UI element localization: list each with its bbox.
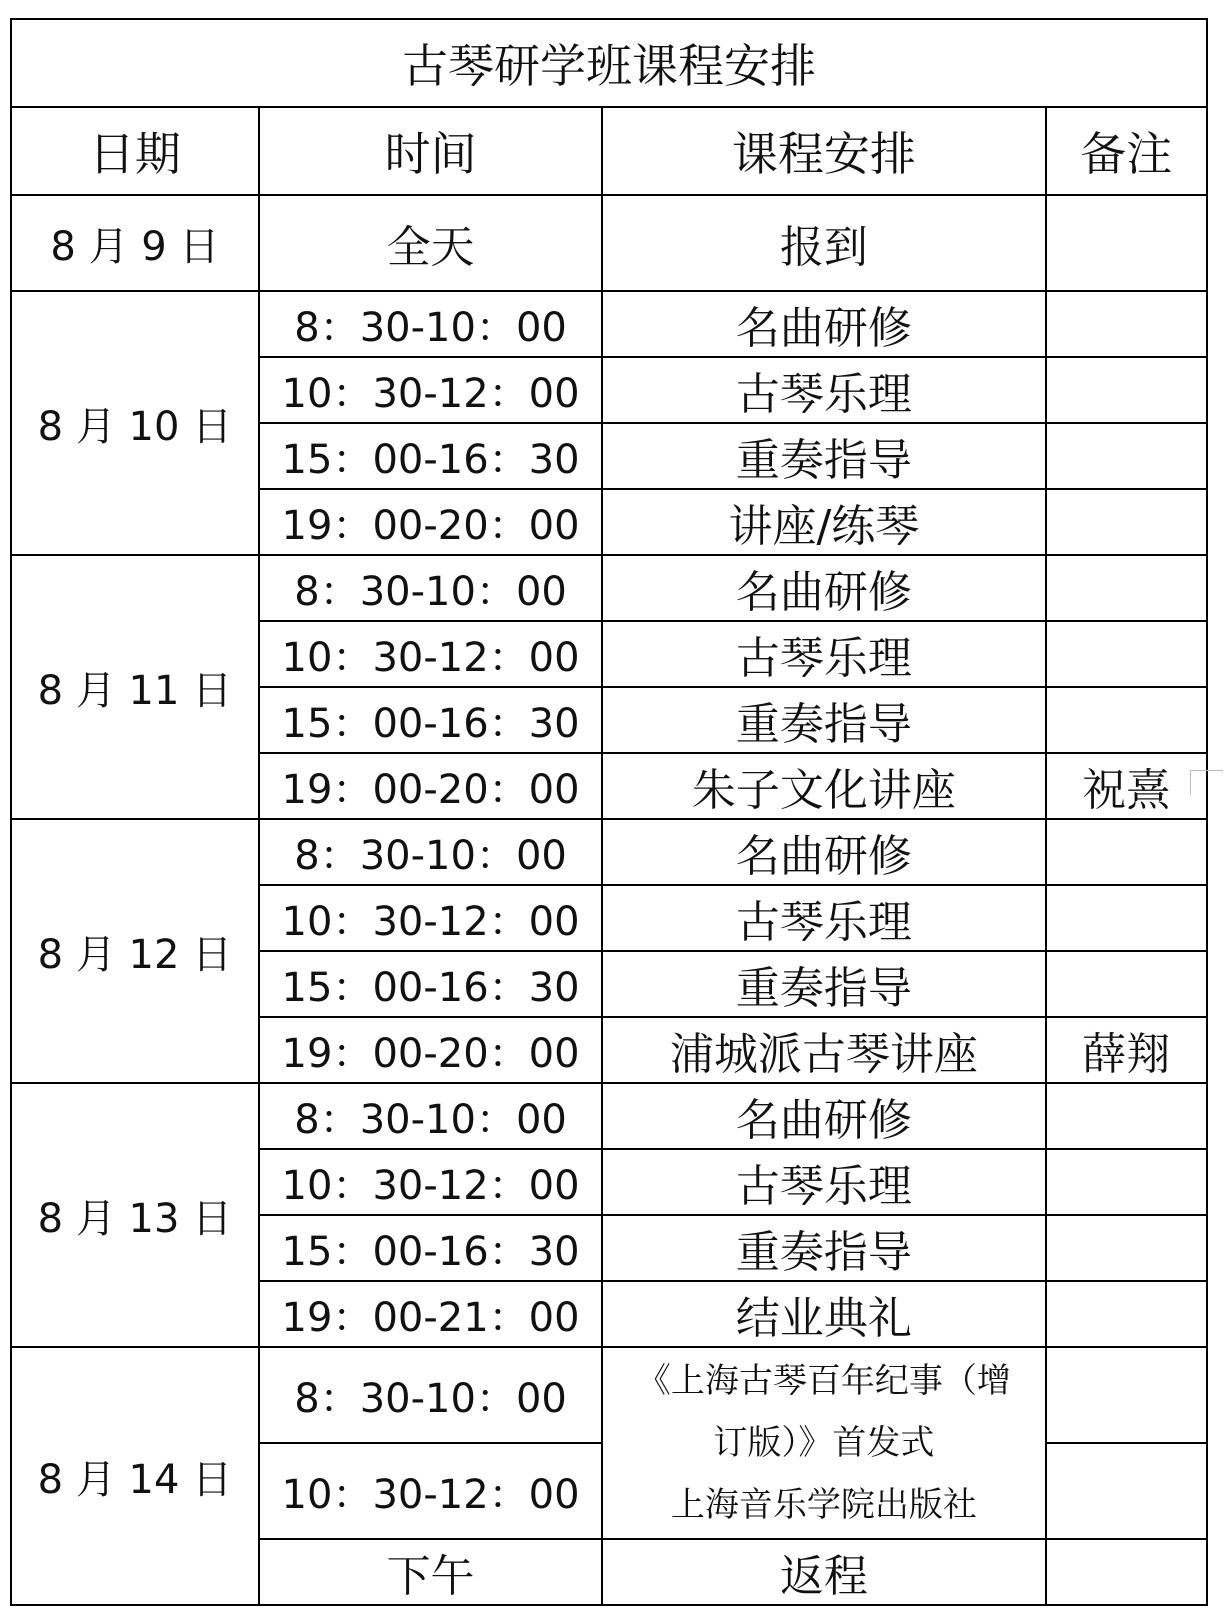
course-cell: 结业典礼: [602, 1281, 1045, 1347]
book-launch-line-3: 上海音乐学院出版社: [670, 1485, 977, 1525]
time-cell: 10：30-12：00: [259, 885, 602, 951]
course-cell: 名曲研修: [602, 291, 1045, 357]
date-cell: 8 月 12 日: [11, 819, 259, 1083]
date-cell: 8 月 11 日: [11, 555, 259, 819]
table-title: 古琴研学班课程安排: [11, 19, 1207, 107]
note-cell: [1046, 291, 1207, 357]
time-cell: 15：00-16：30: [259, 423, 602, 489]
table-row: [11, 819, 1207, 885]
time-cell: 15：00-16：30: [259, 951, 602, 1017]
header-note: 备注: [1046, 107, 1207, 195]
time-cell: 8：30-10：00: [259, 555, 602, 621]
note-cell: [1046, 1149, 1207, 1215]
note-cell: [1046, 1281, 1207, 1347]
course-cell: 重奏指导: [602, 423, 1045, 489]
note-cell: [1046, 1215, 1207, 1281]
note-cell: 祝熹: [1046, 753, 1207, 819]
time-cell: 全天: [259, 195, 602, 291]
note-cell: [1046, 1083, 1207, 1149]
time-cell: 8：30-10：00: [259, 1347, 602, 1443]
course-cell: 古琴乐理: [602, 621, 1045, 687]
note-cell: [1046, 885, 1207, 951]
note-cell: [1046, 819, 1207, 885]
header-date: 日期: [11, 107, 259, 195]
note-cell: [1046, 1443, 1207, 1539]
table-row: [11, 1083, 1207, 1149]
course-cell: 讲座/练琴: [602, 489, 1045, 555]
course-cell: 名曲研修: [602, 1083, 1045, 1149]
date-cell: 8 月 13 日: [11, 1083, 259, 1347]
time-cell: 10：30-12：00: [259, 621, 602, 687]
date-cell: 8 月 10 日: [11, 291, 259, 555]
time-cell: 10：30-12：00: [259, 357, 602, 423]
time-cell: 8：30-10：00: [259, 291, 602, 357]
header-row: [11, 107, 1207, 195]
time-cell: 8：30-10：00: [259, 1083, 602, 1149]
course-cell: 报到: [602, 195, 1045, 291]
course-cell: 朱子文化讲座: [602, 753, 1045, 819]
time-cell: 8：30-10：00: [259, 819, 602, 885]
note-cell: [1046, 555, 1207, 621]
course-cell: 浦城派古琴讲座: [602, 1017, 1045, 1083]
date-cell: 8 月 9 日: [11, 195, 259, 291]
table-row: [11, 291, 1207, 357]
note-cell: [1046, 951, 1207, 1017]
course-cell: 重奏指导: [602, 951, 1045, 1017]
note-cell: [1046, 621, 1207, 687]
course-cell: 重奏指导: [602, 1215, 1045, 1281]
time-cell: 15：00-16：30: [259, 687, 602, 753]
title-row: [11, 19, 1207, 107]
note-cell: [1046, 489, 1207, 555]
course-cell: 重奏指导: [602, 687, 1045, 753]
time-cell: 19：00-20：00: [259, 1017, 602, 1083]
time-cell: 10：30-12：00: [259, 1149, 602, 1215]
page-edge-mark: [1190, 770, 1223, 795]
note-cell: [1046, 687, 1207, 753]
note-cell: [1046, 423, 1207, 489]
course-cell: 名曲研修: [602, 819, 1045, 885]
schedule-sheet: [10, 18, 1208, 1606]
time-cell: 下午: [259, 1539, 602, 1605]
time-cell: 19：00-21：00: [259, 1281, 602, 1347]
time-cell: 19：00-20：00: [259, 753, 602, 819]
time-cell: 19：00-20：00: [259, 489, 602, 555]
note-cell: [1046, 1347, 1207, 1443]
note-cell: [1046, 195, 1207, 291]
course-cell: 古琴乐理: [602, 1149, 1045, 1215]
note-cell: [1046, 357, 1207, 423]
table-row: [11, 195, 1207, 291]
note-cell: [1046, 1539, 1207, 1605]
course-cell: 名曲研修: [602, 555, 1045, 621]
time-cell: 15：00-16：30: [259, 1215, 602, 1281]
table-row: [11, 555, 1207, 621]
course-cell: 返程: [602, 1539, 1045, 1605]
book-launch-line-1: 《上海古琴百年纪事（增: [636, 1361, 1011, 1401]
header-course: 课程安排: [602, 107, 1045, 195]
book-launch-cell: [602, 1347, 1045, 1539]
note-cell: 薛翔: [1046, 1017, 1207, 1083]
book-launch-line-2: 订版）》首发式: [713, 1423, 935, 1463]
table-row: [11, 1347, 1207, 1443]
time-cell: 10：30-12：00: [259, 1443, 602, 1539]
date-cell: 8 月 14 日: [11, 1347, 259, 1605]
header-time: 时间: [259, 107, 602, 195]
course-cell: 古琴乐理: [602, 885, 1045, 951]
course-cell: 古琴乐理: [602, 357, 1045, 423]
schedule-table: [10, 18, 1208, 1606]
